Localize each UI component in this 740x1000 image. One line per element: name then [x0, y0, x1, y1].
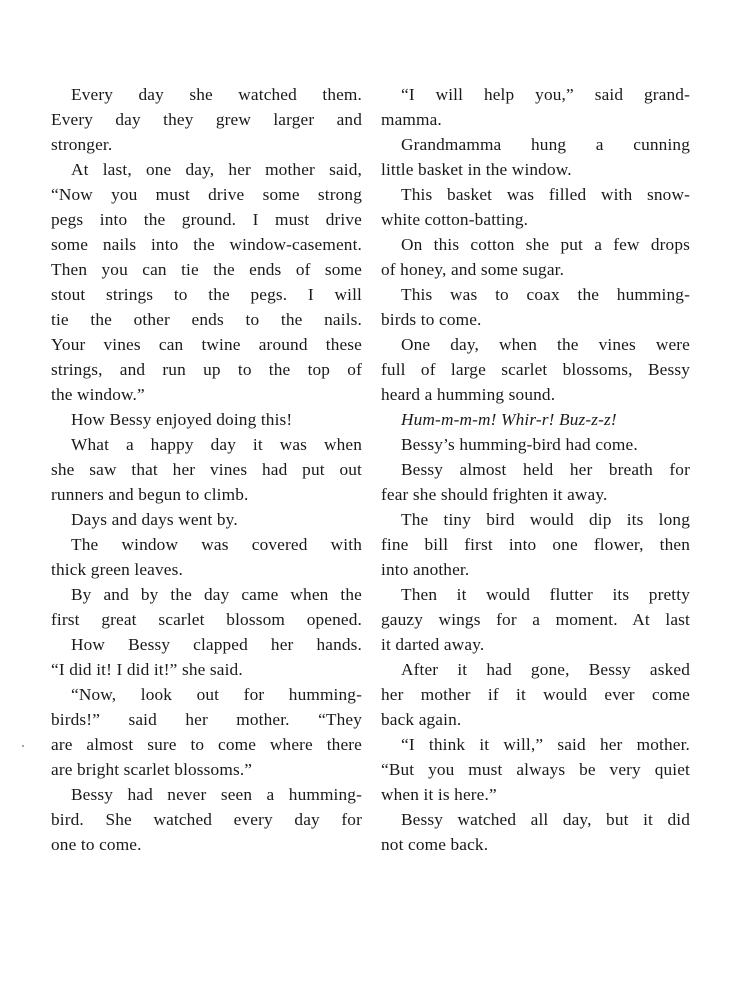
text-line: The tiny bird would dip its long: [401, 510, 690, 529]
text-line: Bessy had never seen a humming-: [71, 785, 362, 804]
text-line: are almost sure to come where there: [51, 735, 362, 754]
text-line: heard a humming sound.: [381, 385, 556, 404]
text-line: By and by the day came when the: [71, 585, 362, 604]
text-line: Hum-m-m-m! Whir-r! Buz-z-z!: [401, 410, 617, 429]
text-line: “But you must always be very quiet: [381, 760, 690, 779]
text-line: runners and begun to climb.: [51, 485, 249, 504]
text-line: Bessy almost held her breath for: [401, 460, 690, 479]
text-line: strings, and run up to the top of: [51, 360, 362, 379]
text-line: the window.”: [51, 385, 145, 404]
text-line: her mother if it would ever come: [381, 685, 690, 704]
left-text-column: [51, 82, 362, 857]
text-line: At last, one day, her mother said,: [71, 160, 362, 179]
text-line: The window was covered with: [71, 535, 362, 554]
text-line: “I did it! I did it!” she said.: [51, 660, 243, 679]
text-line: Bessy’s humming-bird had come.: [401, 435, 638, 454]
text-line: After it had gone, Bessy asked: [401, 660, 690, 679]
text-line: On this cotton she put a few drops: [401, 235, 690, 254]
text-line: “Now, look out for humming-: [71, 685, 362, 704]
text-line: mamma.: [381, 110, 442, 129]
text-line: back again.: [381, 710, 462, 729]
text-line: of honey, and some sugar.: [381, 260, 565, 279]
right-text-column: [381, 82, 690, 857]
text-line: Your vines can twine around these: [51, 335, 362, 354]
text-line: “I will help you,” said grand-: [401, 85, 690, 104]
text-line: not come back.: [381, 835, 489, 854]
text-line: are bright scarlet blossoms.”: [51, 760, 253, 779]
text-line: fear she should frighten it away.: [381, 485, 608, 504]
text-line: gauzy wings for a moment. At last: [381, 610, 690, 629]
text-line: Every day she watched them.: [71, 85, 362, 104]
text-line: Every day they grew larger and: [51, 110, 362, 129]
text-line: “Now you must drive some strong: [51, 185, 362, 204]
text-line: little basket in the window.: [381, 160, 572, 179]
text-line: fine bill first into one flower, then: [381, 535, 690, 554]
text-line: Grandmamma hung a cunning: [401, 135, 690, 154]
text-line: Then you can tie the ends of some: [51, 260, 362, 279]
text-line: pegs into the ground. I must drive: [51, 210, 362, 229]
text-line: one to come.: [51, 835, 142, 854]
text-line: thick green leaves.: [51, 560, 183, 579]
text-line: bird. She watched every day for: [51, 810, 362, 829]
text-line: into another.: [381, 560, 470, 579]
text-line: birds!” said her mother. “They: [51, 710, 362, 729]
text-line: “I think it will,” said her mother.: [401, 735, 690, 754]
text-line: What a happy day it was when: [71, 435, 362, 454]
text-line: white cotton-batting.: [381, 210, 529, 229]
text-line: first great scarlet blossom opened.: [51, 610, 362, 629]
text-line: tie the other ends to the nails.: [51, 310, 362, 329]
text-line: she saw that her vines had put out: [51, 460, 362, 479]
text-line: Bessy watched all day, but it did: [401, 810, 690, 829]
text-line: Then it would flutter its pretty: [401, 585, 690, 604]
text-line: stout strings to the pegs. I will: [51, 285, 362, 304]
text-line: it darted away.: [381, 635, 485, 654]
text-line: This basket was filled with snow-: [401, 185, 690, 204]
text-line: when it is here.”: [381, 785, 497, 804]
page-speck: [22, 745, 24, 747]
text-line: some nails into the window-casement.: [51, 235, 362, 254]
text-line: One day, when the vines were: [401, 335, 690, 354]
text-line: Days and days went by.: [71, 510, 238, 529]
text-line: This was to coax the humming-: [401, 285, 690, 304]
text-line: full of large scarlet blossoms, Bessy: [381, 360, 690, 379]
text-line: How Bessy clapped her hands.: [71, 635, 362, 654]
text-line: How Bessy enjoyed doing this!: [71, 410, 293, 429]
text-line: stronger.: [51, 135, 113, 154]
text-line: birds to come.: [381, 310, 482, 329]
